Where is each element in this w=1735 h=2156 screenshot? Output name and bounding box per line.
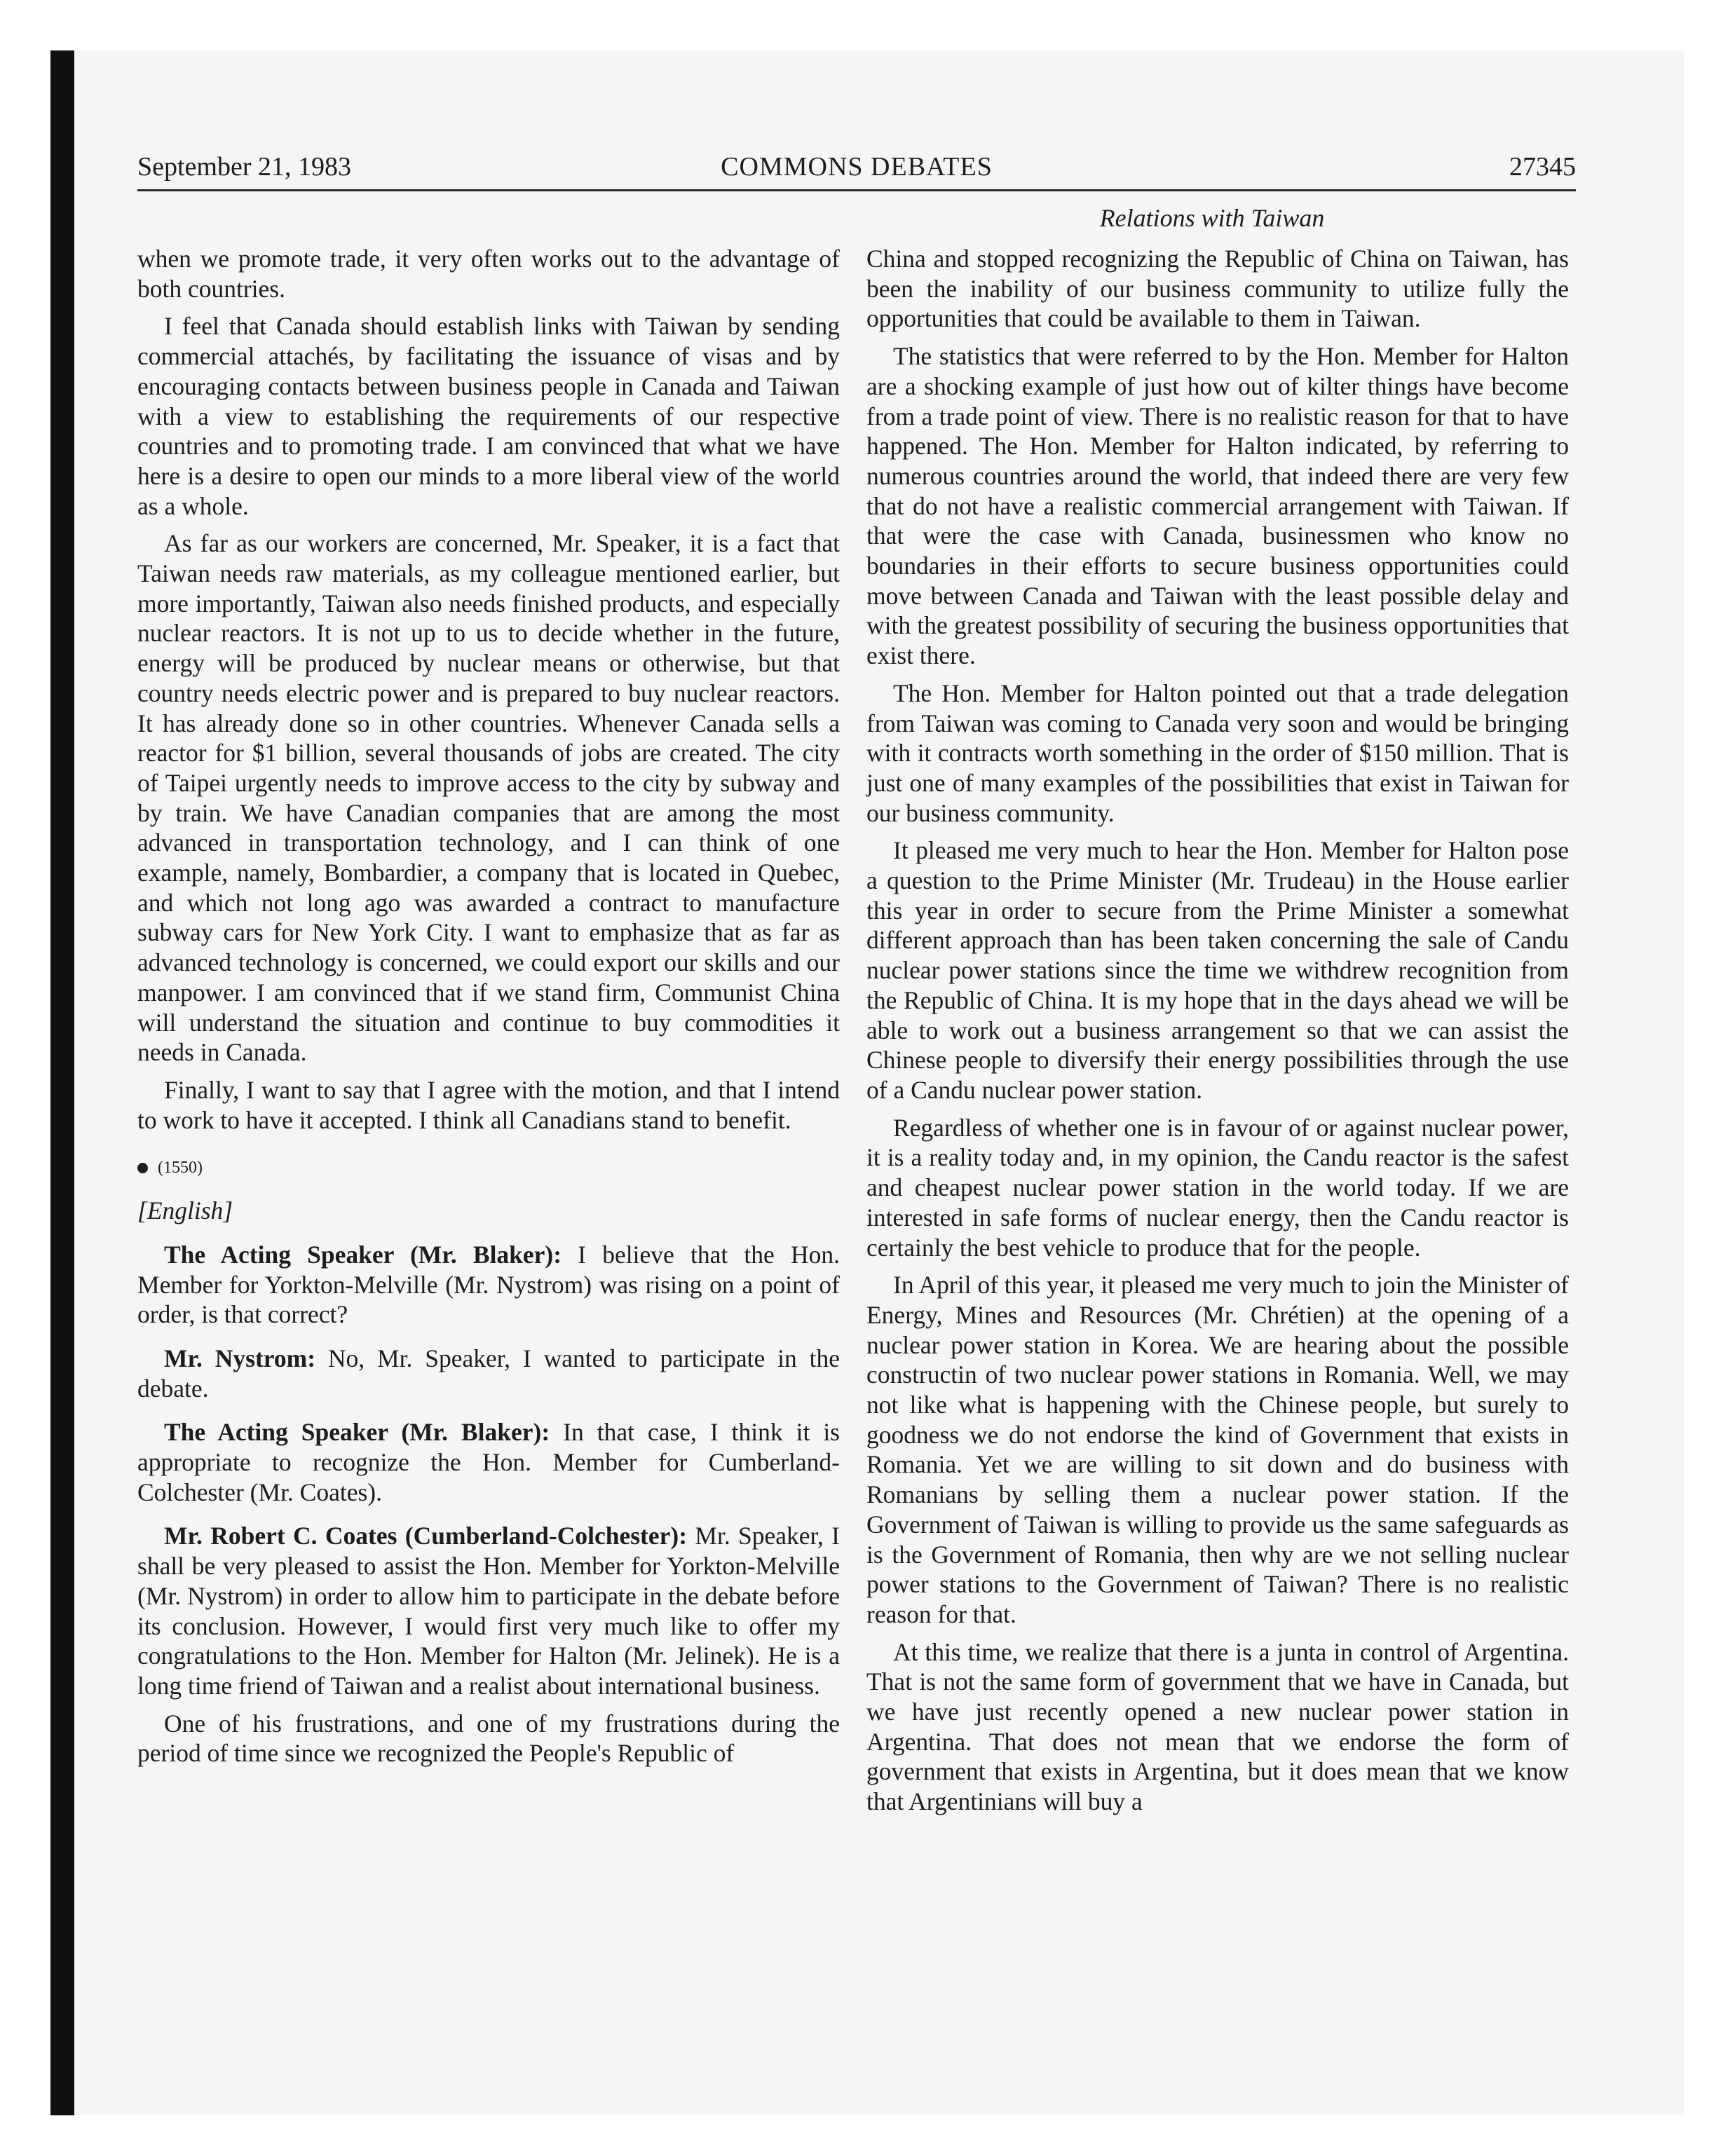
- time-marker: [137, 1153, 840, 1183]
- paragraph: The statistics that were referred to by the Hon. Member for Halton are a shocking example of just how out of kilter things have become from a trade point of view. There is no realistic reason for that to have happened. The Hon. Member for Halton indicated, by referring to numerous countries around the world, that indeed there are very few that do not have a realistic commercial arrangement with Taiwan. If that were the case with Canada, businessmen who know no boundaries in their efforts to secure business opportunities could move between Canada and Taiwan with the least possible delay and with the greatest possibility of securing the business opportunities that exist there.: [866, 342, 1569, 670]
- header-date: September 21, 1983: [137, 152, 352, 182]
- speech-paragraph: [137, 1417, 840, 1507]
- paragraph: In April of this year, it pleased me very much to join the Minister of Energy, Mines and Resources (Mr. Chrétien) at the opening of a nuclear power station in Korea. We are hearing about the possible constructin of two nuclear power stations in Romania. Well, we may not like what is happening with the Chinese people, but surely to goodness we do not endorse the kind of Government that exists in Romania. Yet we are willing to sit down and do business with Romanians by selling them a nuclear power station. If the Government of Taiwan is willing to provide us the same safeguards as is the Government of Romania, then why are we not selling nuclear power stations to the Government of Taiwan? There is no realistic reason for that.: [866, 1271, 1569, 1628]
- speech-text: I believe that the Hon. Member for Yorkton-Melville (Mr. Nystrom) was rising on a point of order, is that correct?: [137, 1240, 840, 1329]
- header-title: COMMONS DEBATES: [721, 152, 993, 182]
- speech-text: In that case, I think it is appropriate to recognize the Hon. Member for Cumberland-Colchester (Mr. Coates).: [137, 1418, 841, 1506]
- paragraph: It pleased me very much to hear the Hon. Member for Halton pose a question to the Prime Minister (Mr. Trudeau) in the House earlier this year in order to secure from the Prime Minister a somewhat different approach than has been taken concerning the sale of Candu nuclear power stations since the time we withdrew recognition from the Republic of China. It is my hope that in the days ahead we will be able to work out a business arrangement so that we can assist the Chinese people to diversify their energy possibilities through the use of a Candu nuclear power station.: [866, 836, 1569, 1104]
- bullet-icon: [137, 1163, 148, 1173]
- paragraph: Regardless of whether one is in favour of or against nuclear power, it is a reality today and, in my opinion, the Candu reactor is the safest and cheapest nuclear power station in the world today. If we are interested in safe forms of nuclear energy, then the Candu reactor is certainly the best vehicle to produce that for the people.: [866, 1113, 1569, 1262]
- left-column: [137, 244, 840, 1776]
- speaker-name: The Acting Speaker (Mr. Blaker):: [164, 1240, 562, 1269]
- paragraph: I feel that Canada should establish links with Taiwan by sending commercial attachés, by facilitating the issuance of visas and by encouraging contacts between business people in Canada and Taiwan with a view to establishing the requirements of our respective countries and to promoting trade. I am convinced that what we have here is a desire to open our minds to a more liberal view of the world as a whole.: [137, 312, 840, 520]
- speaker-name: Mr. Nystrom:: [164, 1344, 316, 1372]
- speech-paragraph: [137, 1240, 840, 1330]
- paragraph: when we promote trade, it very often works out to the advantage of both countries.: [137, 245, 840, 303]
- paragraph: China and stopped recognizing the Republic of China on Taiwan, has been the inability of our business community to utilize fully the opportunities that could be available to them in Taiwan.: [866, 245, 1569, 333]
- language-label: [English]: [137, 1196, 233, 1225]
- speech-text: Mr. Speaker, I shall be very pleased to assist the Hon. Member for Yorkton-Melville (Mr. Nystrom) in order to allow him to participate in the debate before its conclusion. However, I would first very much like to offer my congratulations to the Hon. Member for Halton (Mr. Jelinek). He is a long time friend of Taiwan and a realist about international business.: [137, 1522, 841, 1700]
- paragraph: At this time, we realize that there is a junta in control of Argentina. That is not the same form of government that we have in Canada, but we have just recently opened a new nuclear power station in Argentina. That does not mean that we endorse the form of government that exists in Argentina, but it does mean that we know that Argentinians will buy a: [866, 1637, 1569, 1816]
- speech-paragraph: [137, 1521, 840, 1700]
- paragraph: One of his frustrations, and one of my frustrations during the period of time since we recognized the People's Republic of: [137, 1709, 840, 1768]
- speech-paragraph: [137, 1344, 840, 1403]
- paragraph: The Hon. Member for Halton pointed out that a trade delegation from Taiwan was coming to Canada very soon and would be bringing with it contracts worth something in the order of $150 million. That is just one of many examples of the possibilities that exist in Taiwan for our business community.: [866, 678, 1569, 827]
- subject-heading: Relations with Taiwan: [1099, 204, 1325, 232]
- time-marker-text: (1550): [158, 1159, 203, 1178]
- speech-text: No, Mr. Speaker, I wanted to participate in the debate.: [137, 1344, 840, 1403]
- page-number: 27345: [1509, 152, 1576, 182]
- scan-edge-shadow: [50, 50, 74, 2115]
- paragraph: As far as our workers are concerned, Mr. Speaker, it is a fact that Taiwan needs raw materials, as my colleague mentioned earlier, but more importantly, Taiwan also needs finished products, and especially nuclear reactors. It is not up to us to decide whether in the future, energy will be produced by nuclear means or otherwise, but that country needs electric power and is prepared to buy nuclear reactors. It has already done so in other countries. Whenever Canada sells a reactor for $1 billion, several thousands of jobs are created. The city of Taipei urgently needs to improve access to the city by subway and by train. We have Canadian companies that are among the most advanced in transportation technology, and I can think of one example, namely, Bombardier, a company that is located in Quebec, and which not long ago was awarded a contract to manufacture subway cars for New York City. I want to emphasize that as far as advanced technology is concerned, we could export our skills and our manpower. I am convinced that if we stand firm, Communist China will understand the situation and continue to buy commodities it needs in Canada.: [137, 529, 840, 1067]
- paragraph: Finally, I want to say that I agree with the motion, and that I intend to work to have it accepted. I think all Canadians stand to benefit.: [137, 1075, 840, 1134]
- speaker-name: Mr. Robert C. Coates (Cumberland-Colchester):: [164, 1522, 688, 1550]
- running-header: [137, 149, 1576, 191]
- right-column: [866, 244, 1569, 1824]
- speaker-name: The Acting Speaker (Mr. Blaker):: [164, 1418, 550, 1447]
